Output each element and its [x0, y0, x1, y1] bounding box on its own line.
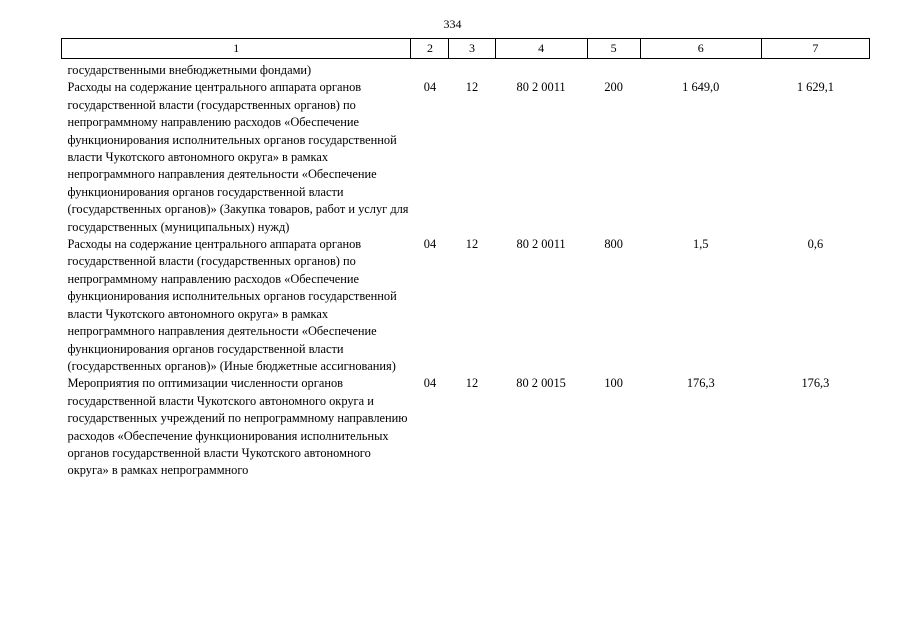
cell-amount-plan: 1 649,0: [682, 80, 720, 94]
cell-amount-actual: 0,6: [807, 237, 824, 252]
table-row: [62, 236, 870, 375]
table-row: [62, 59, 870, 237]
cell-section: 04: [423, 80, 437, 94]
cell-section: 04: [423, 237, 437, 252]
header-row: [62, 39, 870, 59]
cell-amount-plan: 176,3: [686, 376, 715, 391]
row-description: Расходы на содержание центрального аппарата органов государственной власти (государственных органов) по непрограммному направлению расходов «Обеспечение функционирования исполнительных органов государственной власти Чукотского автономного округа» в рамках непрограммного направления деятельности «Обеспечение функционирования органов государственной власти (государственных органов)» (Иные бюджетные ассигнования): [67, 237, 397, 373]
cell-target-article: 80 2 0011: [516, 237, 566, 252]
cell-expense-type: 800: [604, 237, 623, 252]
cell-section: 04: [423, 376, 437, 391]
column-header-2: 2: [411, 39, 449, 59]
row-description: Мероприятия по оптимизации численности органов государственной власти Чукотского автономного округа и государственных учреждений по непрограммному направлению расходов «Обеспечение функционирования исполнительных органов государственной власти Чукотского автономного округа» в рамках непрограммного: [67, 376, 408, 478]
table-row: [62, 375, 870, 479]
column-header-5: 5: [587, 39, 640, 59]
column-header-7: 7: [761, 39, 869, 59]
cell-amount-actual: 176,3: [801, 376, 830, 391]
cell-subsection: 12: [465, 237, 479, 252]
budget-table: [61, 38, 870, 480]
cell-amount-actual: 1 629,1: [796, 80, 834, 94]
column-header-4: 4: [495, 39, 587, 59]
column-header-6: 6: [640, 39, 761, 59]
row-description: государственными внебюджетными фондами) Расходы на содержание центрального аппарата органов государственной власти (государственных органов) по непрограммному направлению расходов «Обеспечение функционирования исполнительных органов государственной власти Чукотского автономного округа» в рамках непрограммного направления деятельности «Обеспечение функционирования органов государственной власти (государственных органов)» (Закупка товаров, работ и услуг для государственных (муниципальных) нужд): [67, 63, 409, 234]
cell-subsection: 12: [465, 376, 479, 391]
column-header-3: 3: [449, 39, 495, 59]
cell-amount-plan: 1,5: [693, 237, 709, 252]
cell-expense-type: 200: [604, 80, 623, 94]
column-header-1: 1: [62, 39, 411, 59]
page-number: 334: [443, 17, 462, 31]
cell-expense-type: 100: [604, 376, 623, 391]
cell-target-article: 80 2 0015: [516, 376, 566, 391]
cell-subsection: 12: [465, 80, 479, 94]
cell-target-article: 80 2 0011: [516, 80, 566, 94]
